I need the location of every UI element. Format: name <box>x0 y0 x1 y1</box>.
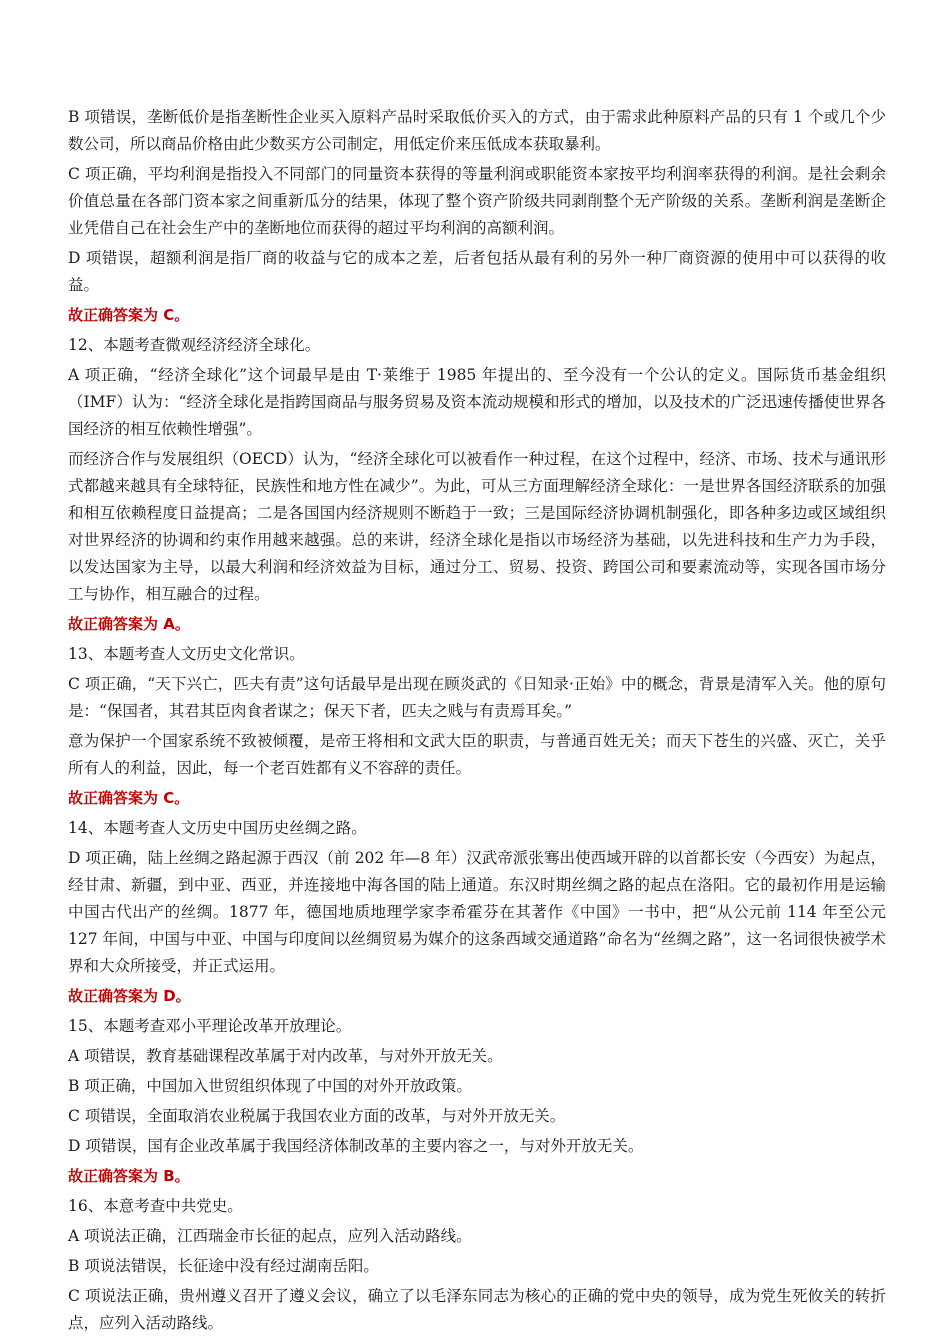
paragraph: B 项说法错误，长征途中没有经过湖南岳阳。 <box>68 1257 379 1275</box>
question-heading: 12、本题考查微观经济经济全球化。 <box>68 336 321 354</box>
question-heading: 14、本题考查人文历史中国历史丝绸之路。 <box>68 819 367 837</box>
question-heading: 15、本题考查邓小平理论改革开放理论。 <box>68 1017 352 1035</box>
paragraph: D 项错误，国有企业改革属于我国经济体制改革的主要内容之一，与对外开放无关。 <box>68 1137 644 1155</box>
answer-line: 故正确答案为 C。 <box>68 789 190 807</box>
paragraph: A 项错误，教育基础课程改革属于对内改革，与对外开放无关。 <box>68 1047 503 1065</box>
paragraph: D 项错误，超额利润是指厂商的收益与它的成本之差，后者包括从最有利的另外一种厂商资源的使用中可以获得的收益。 <box>68 249 886 294</box>
paragraph: C 项错误，全面取消农业税属于我国农业方面的改革，与对外开放无关。 <box>68 1107 566 1125</box>
paragraph: C 项说法正确，贵州遵义召开了遵义会议，确立了以毛泽东同志为核心的正确的党中央的领导，成为党生死攸关的转折点，应列入活动路线。 <box>68 1287 886 1332</box>
paragraph: D 项正确，陆上丝绸之路起源于西汉（前 202 年—8 年）汉武帝派张骞出使西域开辟的以首都长安（今西安）为起点，经甘肃、新疆，到中亚、西亚，并连接地中海各国的陆上通道。东汉时期丝绸之路的起点在洛阳。它的最初作用是运输中国古代出产的丝绸。1877 年，德国地质地理学家李希霍芬在其著作《中国》一书中，把“从公元前 114 年至公元 127 年间，中国与中亚、中国与印度间以丝绸贸易为媒介的这条西域交通道路”命名为“丝绸之路”，这一名词很快被学术界和大众所接受，并正式运用。 <box>68 849 886 975</box>
paragraph: A 项正确，“经济全球化”这个词最早是由 T·莱维于 1985 年提出的、至今没有一个公认的定义。国际货币基金组织（IMF）认为：“经济全球化是指跨国商品与服务贸易及资本流动规模和形式的增加，以及技术的广泛迅速传播使世界各国经济的相互依赖性增强”。 <box>68 366 886 438</box>
paragraph: 意为保护一个国家系统不致被倾覆，是帝王将相和文武大臣的职责，与普通百姓无关；而天下苍生的兴盛、灭亡，关乎所有人的利益，因此，每一个老百姓都有义不容辞的责任。 <box>68 732 886 777</box>
paragraph: C 项正确，“天下兴亡，匹夫有责”这句话最早是出现在顾炎武的《日知录·正始》中的概念，背景是清军入关。他的原句是：“保国者，其君其臣肉食者谋之；保天下者，匹夫之贱与有责焉耳矣。” <box>68 675 886 720</box>
paragraph: 而经济合作与发展组织（OECD）认为，“经济全球化可以被看作一种过程，在这个过程中，经济、市场、技术与通讯形式都越来越具有全球特征，民族性和地方性在减少”。为此，可从三方面理解经济全球化：一是世界各国经济联系的加强和相互依赖程度日益提高；二是各国国内经济规则不断趋于一致；三是国际经济协调机制强化，即各种多边或区域组织对世界经济的协调和约束作用越来越强。总的来讲，经济全球化是指以市场经济为基础，以先进科技和生产力为手段，以发达国家为主导，以最大利润和经济效益为目标，通过分工、贸易、投资、跨国公司和要素流动等，实现各国市场分工与协作，相互融合的过程。 <box>68 450 886 603</box>
answer-line: 故正确答案为 D。 <box>68 987 191 1005</box>
paragraph: A 项说法正确，江西瑞金市长征的起点，应列入活动路线。 <box>68 1227 472 1245</box>
question-heading: 13、本题考查人文历史文化常识。 <box>68 645 305 663</box>
answer-line: 故正确答案为 A。 <box>68 615 190 633</box>
paragraph: B 项错误，垄断低价是指垄断性企业买入原料产品时采取低价买入的方式，由于需求此种原料产品的只有 1 个或几个少数公司，所以商品价格由此少数买方公司制定，用低定价来压低成本获取暴利。 <box>68 108 886 153</box>
paragraph: C 项正确，平均利润是指投入不同部门的同量资本获得的等量利润或职能资本家按平均利润率获得的利润。是社会剩余价值总量在各部门资本家之间重新瓜分的结果，体现了整个资产阶级共同剥削整个无产阶级的关系。垄断利润是垄断企业凭借自己在社会生产中的垄断地位而获得的超过平均利润的高额利润。 <box>68 165 886 237</box>
answer-line: 故正确答案为 C。 <box>68 306 190 324</box>
paragraph: B 项正确，中国加入世贸组织体现了中国的对外开放政策。 <box>68 1077 472 1095</box>
document-body <box>68 104 886 1340</box>
answer-line: 故正确答案为 B。 <box>68 1167 190 1185</box>
question-heading: 16、本意考查中共党史。 <box>68 1197 243 1215</box>
